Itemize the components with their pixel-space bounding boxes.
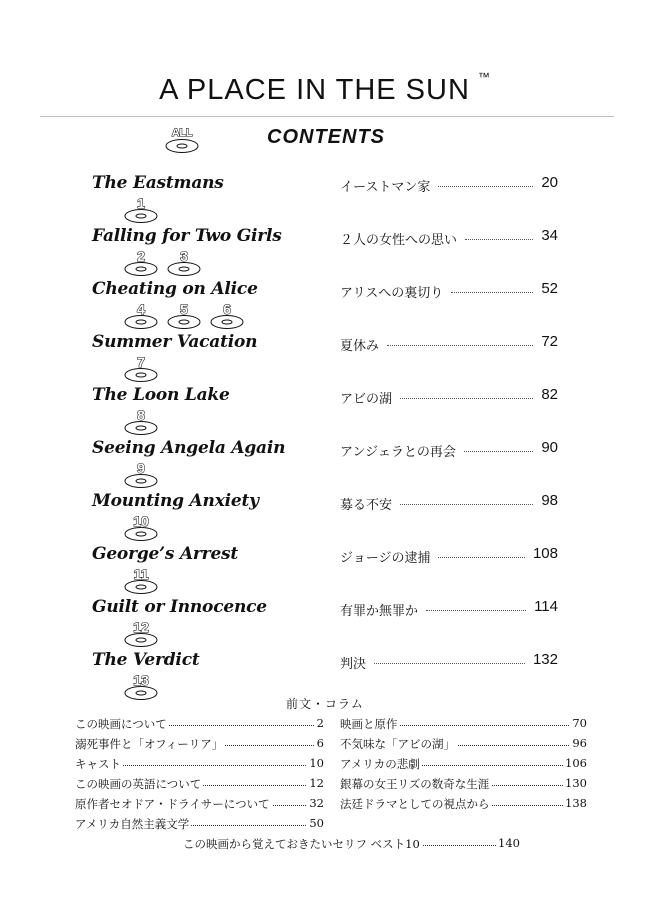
disc-all-label: ALL [171, 127, 193, 139]
column-entry[interactable] [75, 716, 324, 734]
disc-track-icon[interactable] [124, 621, 158, 649]
column-entry-title: この映画の英語について [75, 777, 202, 791]
disc-track-number: 12 [133, 619, 149, 635]
chapter-title-jp: ２人の女性への思い [340, 233, 458, 248]
disc-track-icon[interactable] [167, 303, 201, 331]
chapter-leader-dots [451, 292, 533, 293]
chapter-title-jp: 夏休み [340, 339, 380, 354]
disc-track-number: 9 [137, 460, 145, 476]
column-entry-page: 106 [565, 756, 587, 770]
book-title [0, 70, 650, 107]
chapter-title: The Verdict [92, 650, 200, 670]
contents-heading: CONTENTS [267, 126, 385, 148]
disc-track-icon[interactable] [124, 515, 158, 543]
chapter-title: The Eastmans [92, 173, 224, 193]
columns-heading: 前文・コラム [286, 697, 364, 711]
column-entry[interactable] [340, 756, 587, 774]
disc-track-icon[interactable] [124, 250, 158, 278]
chapter-title: Seeing Angela Again [92, 438, 286, 458]
chapter-title-jp: アリスへの裏切り [340, 286, 444, 301]
disc-track-icon[interactable] [124, 197, 158, 225]
chapter-row[interactable] [0, 491, 650, 544]
chapter-leader-dots [400, 504, 533, 505]
column-entry-page: 6 [316, 736, 324, 750]
chapter-page-number: 52 [541, 280, 558, 297]
book-title-text: A PLACE IN THE SUN [159, 74, 470, 106]
column-entry[interactable] [75, 816, 324, 834]
column-entry-title: キャスト [75, 757, 121, 771]
chapter-row[interactable] [0, 597, 650, 650]
chapter-row[interactable] [0, 332, 650, 385]
chapter-page-number: 90 [541, 439, 558, 456]
chapter-row[interactable] [0, 173, 650, 226]
chapter-page-number: 72 [541, 333, 558, 350]
column-entry-page: 70 [572, 716, 587, 730]
chapter-title-jp: 募る不安 [340, 498, 393, 513]
chapter-page-number: 34 [541, 227, 558, 244]
disc-track-icon[interactable] [124, 568, 158, 596]
chapter-row[interactable] [0, 279, 650, 332]
chapter-leader-dots [465, 239, 533, 240]
column-entry[interactable] [75, 756, 324, 774]
disc-track-icon[interactable] [124, 356, 158, 384]
chapter-leader-dots [374, 663, 525, 664]
column-entry[interactable] [340, 736, 587, 754]
chapter-leader-dots [387, 345, 533, 346]
column-entry-title: 原作者セオドア・ドライサーについて [75, 797, 270, 811]
chapter-title-jp: アビの湖 [340, 392, 393, 407]
disc-track-number: 1 [137, 195, 145, 211]
column-entry-title: 不気味な「アビの湖」 [340, 737, 455, 751]
chapter-row[interactable] [0, 385, 650, 438]
chapter-title: Cheating on Alice [92, 279, 258, 299]
column-entry[interactable] [75, 796, 324, 814]
column-entry-page: 50 [309, 816, 324, 830]
disc-track-number: 10 [133, 513, 149, 529]
column-entry[interactable] [75, 736, 324, 754]
column-entry-title: アメリカ自然主義文学 [75, 817, 190, 831]
chapter-title-jp: ジョージの逮捕 [340, 551, 431, 566]
column-entry[interactable] [183, 836, 520, 854]
chapter-page-number: 98 [541, 492, 558, 509]
chapter-title: Summer Vacation [92, 332, 258, 352]
column-entry-page: 140 [498, 836, 520, 850]
disc-all-icon[interactable] [165, 127, 199, 155]
chapter-page-number: 132 [532, 651, 558, 668]
chapter-leader-dots [464, 451, 533, 452]
column-entry[interactable] [340, 776, 587, 794]
chapter-page-number: 114 [534, 598, 558, 615]
disc-track-icon[interactable] [124, 303, 158, 331]
disc-track-icon[interactable] [124, 409, 158, 437]
column-entry-page: 10 [309, 756, 324, 770]
chapter-leader-dots [438, 557, 524, 558]
column-entry-title: 溺死事件と「オフィーリア」 [75, 737, 224, 751]
chapter-title: Guilt or Innocence [92, 597, 267, 617]
title-divider [40, 116, 614, 117]
chapter-leader-dots [400, 398, 533, 399]
chapter-title-jp: 判決 [340, 657, 367, 672]
disc-track-icon[interactable] [210, 303, 244, 331]
column-entry-page: 12 [309, 776, 324, 790]
chapter-page-number: 20 [541, 174, 558, 191]
chapter-title: The Loon Lake [92, 385, 230, 405]
disc-track-number: 11 [133, 566, 149, 582]
column-entry-page: 2 [316, 716, 324, 730]
chapter-row[interactable] [0, 544, 650, 597]
chapter-page-number: 108 [532, 545, 558, 562]
disc-track-number: 2 [137, 248, 145, 264]
disc-track-icon[interactable] [124, 462, 158, 490]
disc-track-number: 8 [137, 407, 145, 423]
disc-track-number: 13 [133, 672, 149, 688]
chapter-row[interactable] [0, 438, 650, 491]
trademark-symbol: ™ [477, 70, 491, 84]
chapter-title-jp: アンジェラとの再会 [340, 445, 456, 460]
disc-track-number: 5 [180, 301, 188, 317]
disc-track-icon[interactable] [167, 250, 201, 278]
column-entry-title: 映画と原作 [340, 717, 398, 731]
chapter-title: George’s Arrest [92, 544, 239, 564]
chapter-leader-dots [438, 186, 533, 187]
chapter-title: Falling for Two Girls [92, 226, 282, 246]
disc-track-number: 7 [137, 354, 145, 370]
column-entry-title: 銀幕の女王リズの数奇な生涯 [340, 777, 490, 791]
chapter-title-jp: イーストマン家 [340, 180, 431, 195]
column-entry[interactable] [340, 796, 587, 814]
disc-track-number: 3 [180, 248, 188, 264]
column-entry-page: 130 [565, 776, 587, 790]
column-entry-page: 138 [565, 796, 587, 810]
column-entry[interactable] [75, 776, 324, 794]
column-entry[interactable] [340, 716, 587, 734]
column-entry-title: 法廷ドラマとしての視点から [340, 797, 490, 811]
column-entry-page: 96 [572, 736, 587, 750]
chapter-title-jp: 有罪か無罪か [340, 604, 419, 619]
chapter-row[interactable] [0, 226, 650, 279]
column-entry-page: 32 [309, 796, 324, 810]
disc-track-number: 6 [223, 301, 231, 317]
chapter-page-number: 82 [541, 386, 558, 403]
disc-track-number: 4 [137, 301, 145, 317]
chapter-title: Mounting Anxiety [92, 491, 259, 511]
column-entry-title: この映画から覚えておきたいセリフ ベスト10 [183, 837, 420, 851]
column-entry-title: この映画について [75, 717, 167, 731]
column-entry-title: アメリカの悲劇 [340, 757, 420, 771]
chapter-leader-dots [426, 610, 526, 611]
